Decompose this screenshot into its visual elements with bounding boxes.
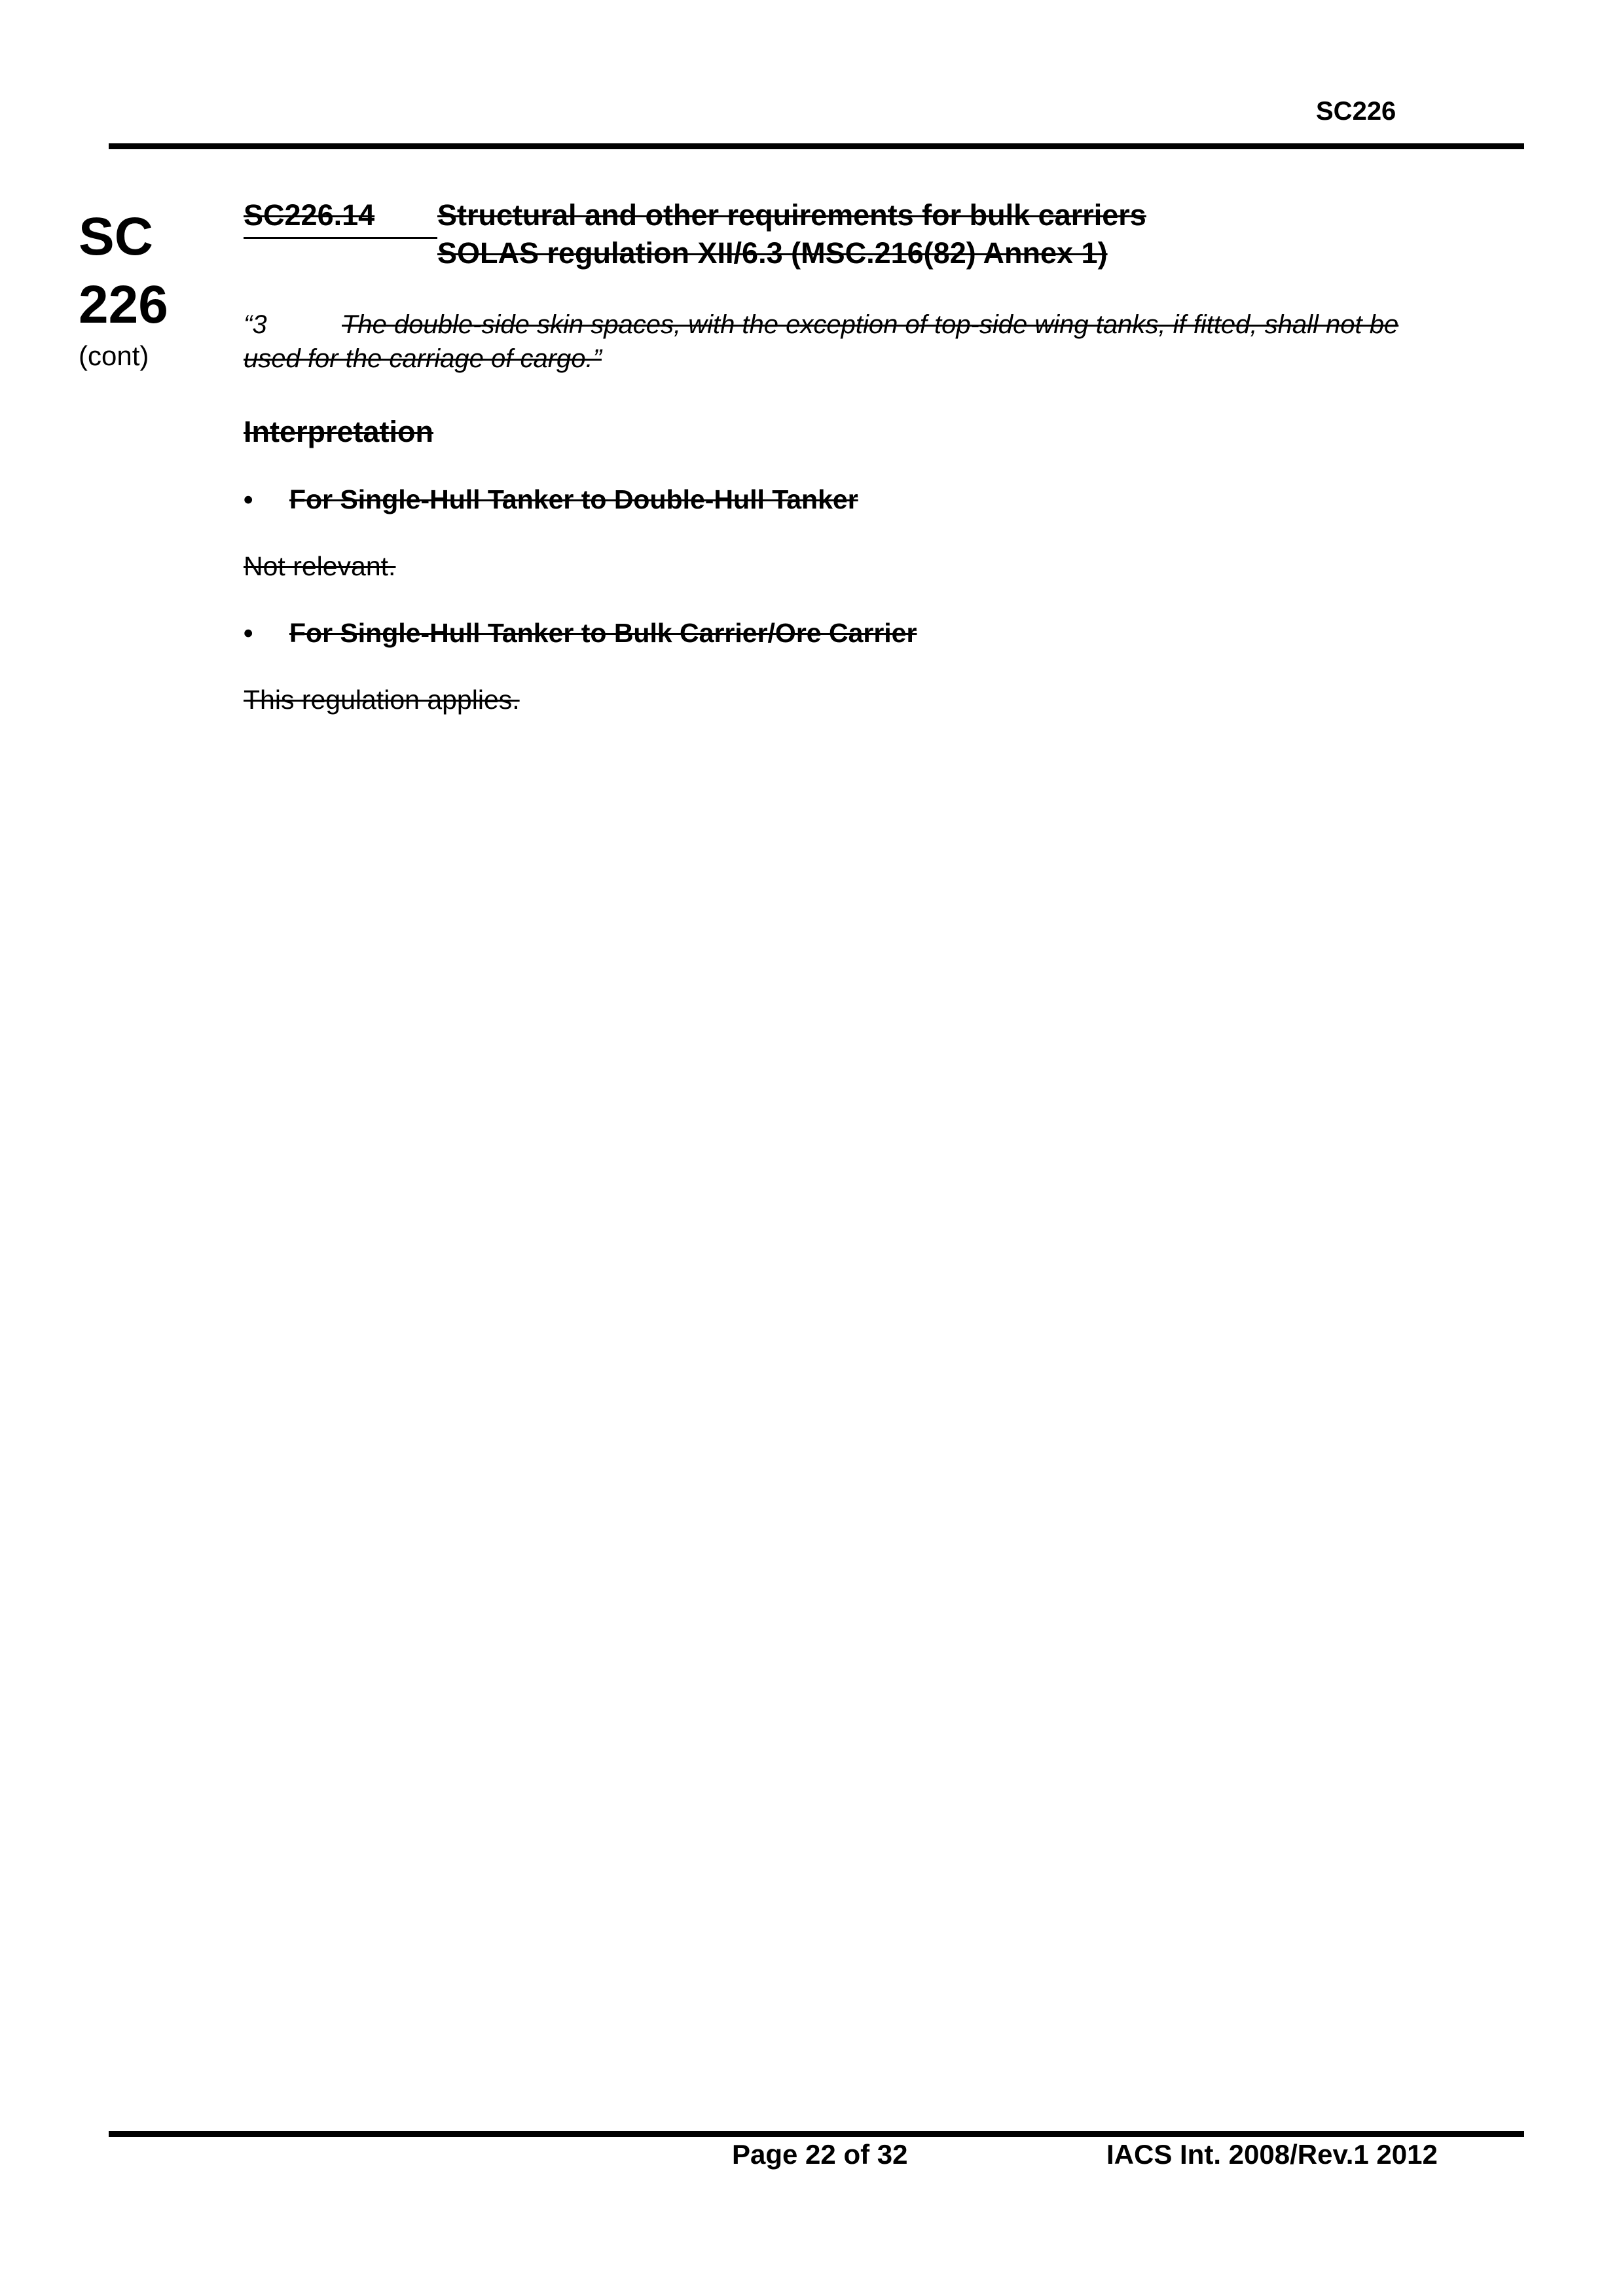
bullet-icon: • bbox=[244, 618, 253, 648]
quote-number: “3 bbox=[244, 310, 267, 339]
footer-rule bbox=[109, 2131, 1524, 2137]
margin-tag bbox=[79, 203, 168, 373]
section-number: SC226.14 bbox=[244, 198, 375, 232]
paragraph-regulation-applies: This regulation applies. bbox=[244, 685, 520, 715]
section-number-underline bbox=[244, 237, 437, 239]
header-document-code: SC226 bbox=[1316, 97, 1396, 126]
section-title-line1: Structural and other requirements for bulk carriers bbox=[437, 198, 1146, 232]
paragraph-not-relevant: Not relevant. bbox=[244, 551, 396, 581]
bullet-heading-text: For Single-Hull Tanker to Double-Hull Tanker bbox=[289, 484, 858, 514]
bullet-heading-bulk-carrier bbox=[244, 615, 1461, 651]
quote-text: The double-side skin spaces, with the exception of top-side wing tanks, if fitted, shall not be used for the carriage of cargo.” bbox=[244, 310, 1399, 373]
bullet-icon: • bbox=[244, 484, 253, 514]
header-rule bbox=[109, 143, 1524, 149]
bullet-heading-double-hull bbox=[244, 482, 1461, 517]
section-title-line2: SOLAS regulation XII/6.3 (MSC.216(82) Annex 1) bbox=[437, 236, 1108, 270]
interpretation-heading: Interpretation bbox=[244, 415, 434, 448]
margin-tag-sc: SC bbox=[79, 207, 153, 266]
regulation-quote bbox=[244, 308, 1461, 376]
footer-page-number: Page 22 of 32 bbox=[732, 2139, 908, 2170]
footer-reference: IACS Int. 2008/Rev.1 2012 bbox=[1106, 2139, 1438, 2170]
margin-tag-cont: (cont) bbox=[79, 340, 149, 371]
bullet-heading-text: For Single-Hull Tanker to Bulk Carrier/Ore Carrier bbox=[289, 618, 917, 648]
main-content bbox=[244, 196, 1461, 717]
margin-tag-number: 226 bbox=[79, 275, 168, 334]
section-heading bbox=[244, 196, 1461, 272]
